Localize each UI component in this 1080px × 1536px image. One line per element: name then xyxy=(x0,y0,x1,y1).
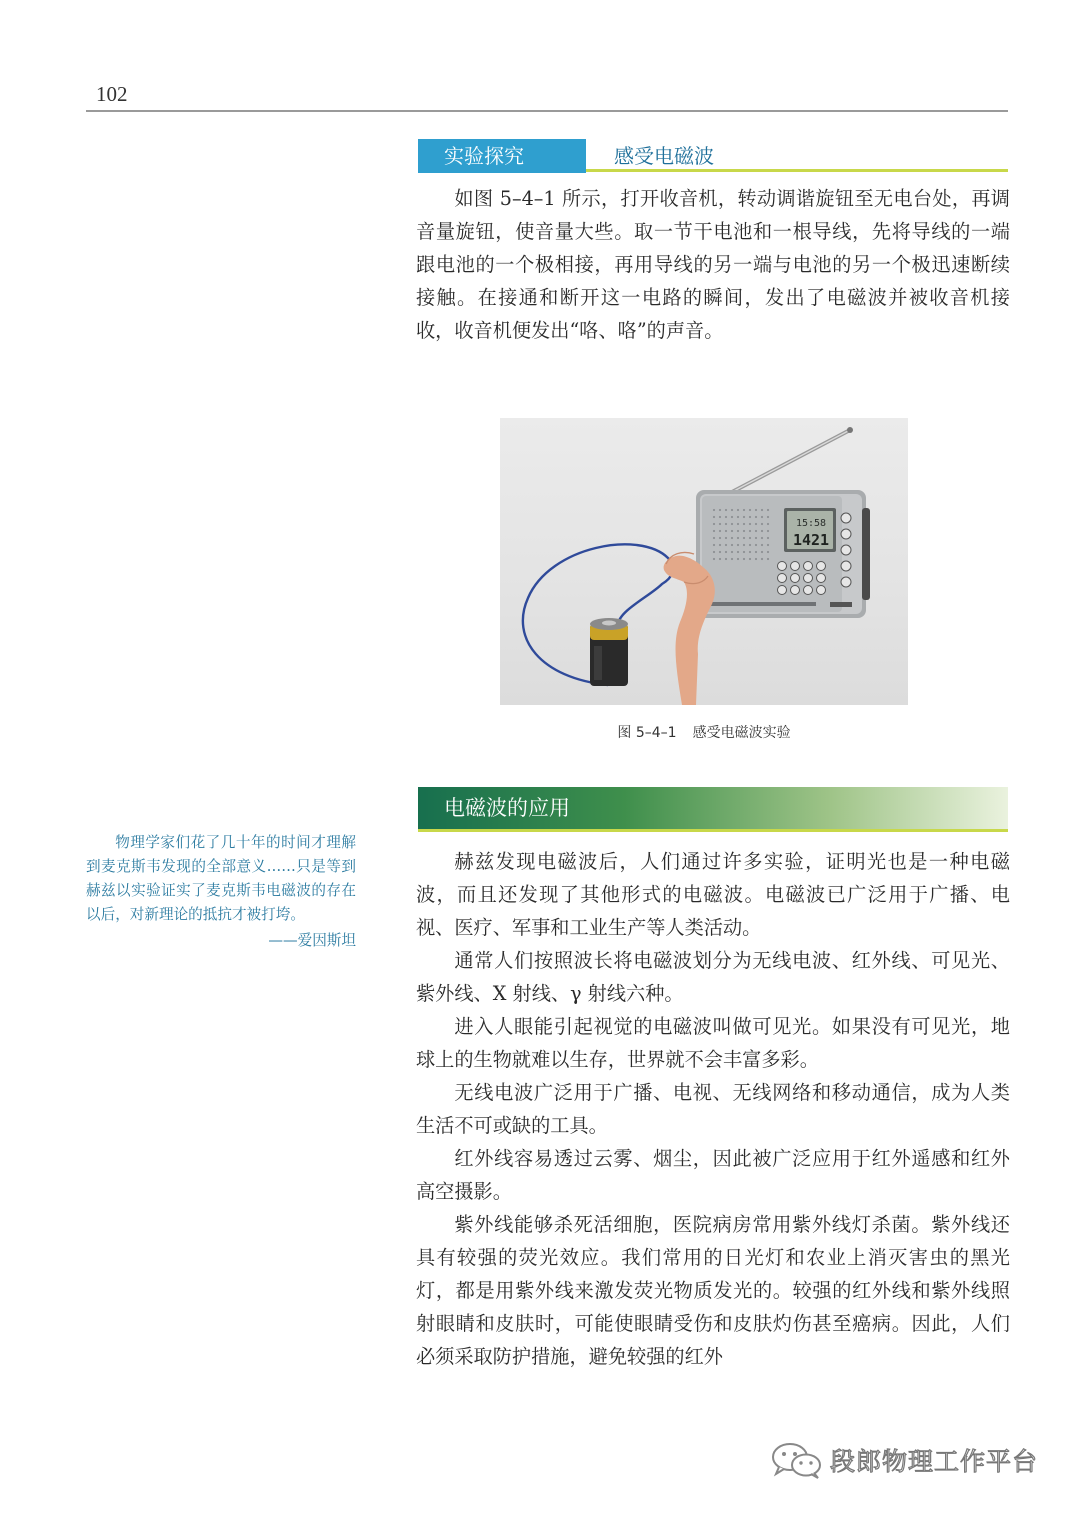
figure-photo xyxy=(500,418,908,705)
figure-caption xyxy=(500,722,908,742)
experiment-tag: 实验探究 xyxy=(418,139,586,173)
paragraph-3: 进入人眼能引起视觉的电磁波叫做可见光。如果没有可见光，地球上的生物就难以生存，世界就不会丰富多彩。 xyxy=(416,1015,1010,1071)
experiment-banner xyxy=(418,139,1008,173)
paragraph-4: 无线电波广泛用于广播、电视、无线网络和移动通信，成为人类生活不可或缺的工具。 xyxy=(416,1081,1010,1137)
side-quote-text: 物理学家们花了几十年的时间才理解到麦克斯韦发现的全部意义……只是等到赫兹以实验证实了麦克斯韦电磁波的存在以后，对新理论的抵抗才被打垮。 xyxy=(86,834,356,923)
radio-display-top: 15:58 xyxy=(795,518,827,529)
battery xyxy=(590,618,628,686)
radio xyxy=(696,490,870,618)
side-quote xyxy=(86,831,356,953)
paragraph-5: 红外线容易透过云雾、烟尘，因此被广泛应用于红外遥感和红外高空摄影。 xyxy=(416,1147,1010,1203)
page-number: 102 xyxy=(96,82,128,106)
experiment-title: 感受电磁波 xyxy=(614,144,714,168)
section-title: 电磁波的应用 xyxy=(444,796,570,820)
radio-display-main: 1421 xyxy=(792,531,830,549)
hand xyxy=(664,552,715,705)
figure-illustration xyxy=(500,418,908,705)
experiment-body: 如图 5–4–1 所示，打开收音机，转动调谐旋钮至无电台处，再调音量旋钮，使音量大些。取一节干电池和一根导线，先将导线的一端跟电池的一个极相接，再用导线的另一端与电池的另一个极迅速断续接触。在接通和断开这一电路的瞬间，发出了电磁波并被收音机接收，收音机便发出“咯、咯”的声音。 xyxy=(416,187,1010,342)
paragraph-6: 紫外线能够杀死活细胞，医院病房常用紫外线灯杀菌。紫外线还具有较强的荧光效应。我们常用的日光灯和农业上消灭害虫的黑光灯，都是用紫外线来激发荧光物质发光的。较强的红外线和紫外线照射眼睛和皮肤时，可能使眼睛受伤和皮肤灼伤甚至癌病。因此，人们必须采取防护措施，避免较强的红外 xyxy=(416,1213,1010,1368)
figure-number: 图 5–4–1 xyxy=(617,725,677,741)
paragraph-1: 赫兹发现电磁波后，人们通过许多实验，证明光也是一种电磁波，而且还发现了其他形式的电磁波。电磁波已广泛用于广播、电视、医疗、军事和工业生产等人类活动。 xyxy=(416,850,1010,939)
section-underline xyxy=(418,829,1008,832)
watermark-text: 段郎物理工作平台 xyxy=(830,1447,1039,1476)
figure-caption-text: 感受电磁波实验 xyxy=(692,725,791,741)
side-quote-author: ——爱因斯坦 xyxy=(268,932,356,949)
paragraph-2: 通常人们按照波长将电磁波划分为无线电波、红外线、可见光、紫外线、X 射线、γ 射线六种。 xyxy=(416,949,1010,1005)
header-rule xyxy=(86,110,1008,112)
section-banner xyxy=(418,787,1008,829)
watermark xyxy=(770,1440,1038,1480)
wechat-icon xyxy=(770,1441,824,1479)
